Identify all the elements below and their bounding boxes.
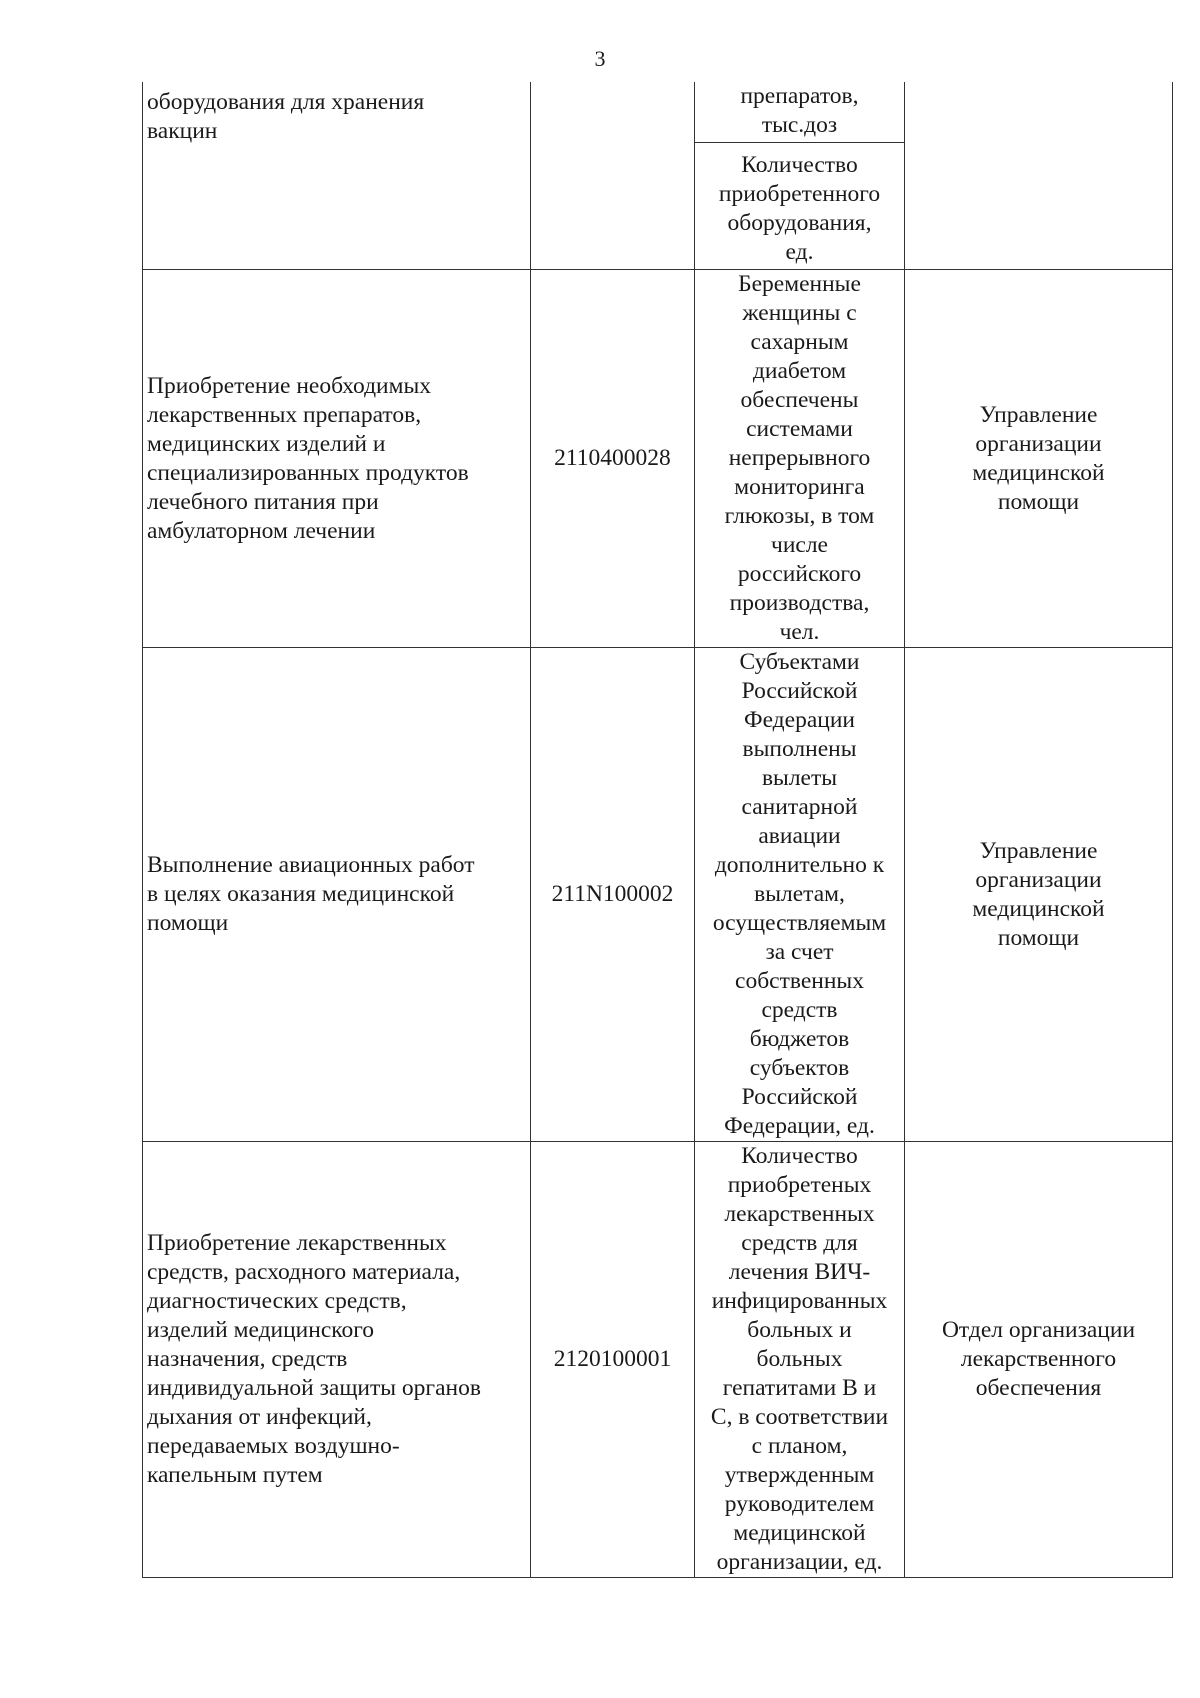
text-line: женщины с [742, 300, 857, 326]
text-line: непрерывного [728, 445, 871, 471]
activity-name-cell [143, 1142, 531, 1578]
text-line: обеспечены [740, 387, 859, 413]
text-line: вакцин [147, 118, 218, 144]
text-line: собственных [735, 968, 864, 994]
text-line: помощи [147, 910, 229, 936]
text-line: утвержденным [724, 1462, 875, 1488]
indicator-cell [695, 82, 905, 270]
text-line: приобретеных [727, 1172, 872, 1198]
table-row [143, 648, 1173, 1142]
text-line: Приобретение необходимых [147, 372, 432, 399]
activity-name-cell [143, 270, 531, 648]
text-line: Российской [741, 678, 858, 704]
text-line: амбулаторном лечении [147, 517, 376, 544]
text-line: медицинской [972, 459, 1105, 486]
table-row [143, 270, 1173, 648]
text-line: назначения, средств [147, 1346, 348, 1372]
text-line: тыс.доз [761, 112, 838, 138]
responsible-cell [905, 1142, 1173, 1578]
text-line: числе [771, 532, 828, 558]
text-line: больных и [747, 1317, 852, 1343]
text-line: дополнительно к [714, 852, 885, 878]
indicator-cell [695, 270, 905, 648]
table-row [143, 82, 1173, 270]
text-line: сахарным [750, 329, 849, 355]
text-line: лечебного питания при [147, 488, 379, 515]
text-line: Субъектами [739, 649, 860, 675]
text-line: диабетом [752, 358, 847, 384]
text-line: лекарственных препаратов, [147, 401, 422, 428]
activity-name-cell [143, 82, 531, 270]
text-line: глюкозы, в том [724, 503, 875, 529]
text-line: приобретенного [718, 181, 881, 207]
text-line: Количество [741, 1143, 858, 1169]
activity-code-cell: 211N100002 [531, 648, 695, 1142]
text-line: диагностических средств, [147, 1288, 407, 1314]
indicator-cell [695, 1142, 905, 1578]
text-line: чел. [779, 619, 820, 645]
text-line: специализированных продуктов [147, 459, 469, 486]
text-line: капельным путем [147, 1462, 323, 1488]
text-line: производства, [729, 590, 870, 616]
text-line: мониторинга [734, 474, 865, 500]
text-line: Приобретение лекарственных [147, 1230, 447, 1256]
page-number: 3 [594, 46, 606, 71]
text-line: Количество [741, 152, 858, 178]
text-line: бюджетов [749, 1026, 850, 1052]
text-line: Управление [979, 401, 1098, 428]
text-line: оборудования для хранения [147, 89, 425, 115]
text-line: российского [737, 561, 862, 587]
text-line: авиации [758, 823, 841, 849]
text-line: больных [756, 1346, 843, 1372]
text-line: Федерации, ед. [724, 1113, 875, 1139]
text-line: осуществляемым [712, 910, 887, 936]
activity-code-cell: 2120100001 [531, 1142, 695, 1578]
activities-table [142, 82, 1173, 1578]
text-line: индивидуальной защиты органов [147, 1375, 481, 1401]
text-line: лекарственных [724, 1201, 875, 1227]
text-line: за счет [765, 939, 834, 965]
activity-name-cell [143, 648, 531, 1142]
text-line: средств, расходного материала, [147, 1259, 461, 1285]
activity-code-cell: 2110400028 [531, 270, 695, 648]
text-line: препаратов, [740, 83, 859, 109]
text-line: Отдел организации [941, 1317, 1136, 1343]
text-line: Федерации [744, 707, 855, 733]
text-line: Российской [741, 1084, 858, 1110]
text-line: выполнены [742, 736, 857, 762]
text-line: оборудования, [727, 210, 872, 236]
text-line: вылеты [761, 765, 838, 791]
text-line: средств [761, 997, 838, 1023]
text-line: Беременные [738, 271, 861, 297]
text-line: дыхания от инфекций, [147, 1404, 372, 1430]
indicator-part [695, 142, 904, 269]
text-line: субъектов [749, 1055, 850, 1081]
text-line: организации, ед. [716, 1549, 883, 1575]
indicator-cell [695, 648, 905, 1142]
text-line: изделий медицинского [147, 1317, 375, 1343]
text-line: лечения ВИЧ- [728, 1259, 871, 1285]
text-line: вылетам, [754, 881, 845, 907]
activity-code-cell [531, 82, 695, 270]
text-line: средств для [741, 1230, 858, 1256]
indicator-part [695, 82, 904, 142]
text-line: обеспечения [975, 1375, 1102, 1401]
text-line: медицинской [972, 895, 1105, 922]
text-line: санитарной [741, 794, 858, 820]
text-line: гепатитами В и [722, 1375, 877, 1401]
text-line: с планом, [751, 1433, 848, 1459]
responsible-cell [905, 82, 1173, 270]
text-line: инфицированных [711, 1288, 888, 1314]
text-line: Выполнение авиационных работ [147, 852, 475, 878]
text-line: в целях оказания медицинской [147, 881, 455, 907]
text-line: руководителем [724, 1491, 875, 1517]
responsible-cell [905, 648, 1173, 1142]
text-line: организации [975, 866, 1102, 893]
text-line: помощи [997, 924, 1080, 951]
text-line: медицинских изделий и [147, 430, 386, 457]
text-line: Управление [979, 837, 1098, 864]
text-line: системами [746, 416, 853, 442]
text-line: передаваемых воздушно- [147, 1433, 400, 1459]
text-line: организации [975, 430, 1102, 457]
responsible-cell [905, 270, 1173, 648]
text-line: ед. [785, 239, 814, 265]
table-row [143, 1142, 1173, 1578]
text-line: медицинской [733, 1520, 866, 1546]
text-line: помощи [997, 488, 1080, 515]
text-line: С, в соответствии [710, 1404, 889, 1430]
text-line: лекарственного [960, 1346, 1117, 1372]
